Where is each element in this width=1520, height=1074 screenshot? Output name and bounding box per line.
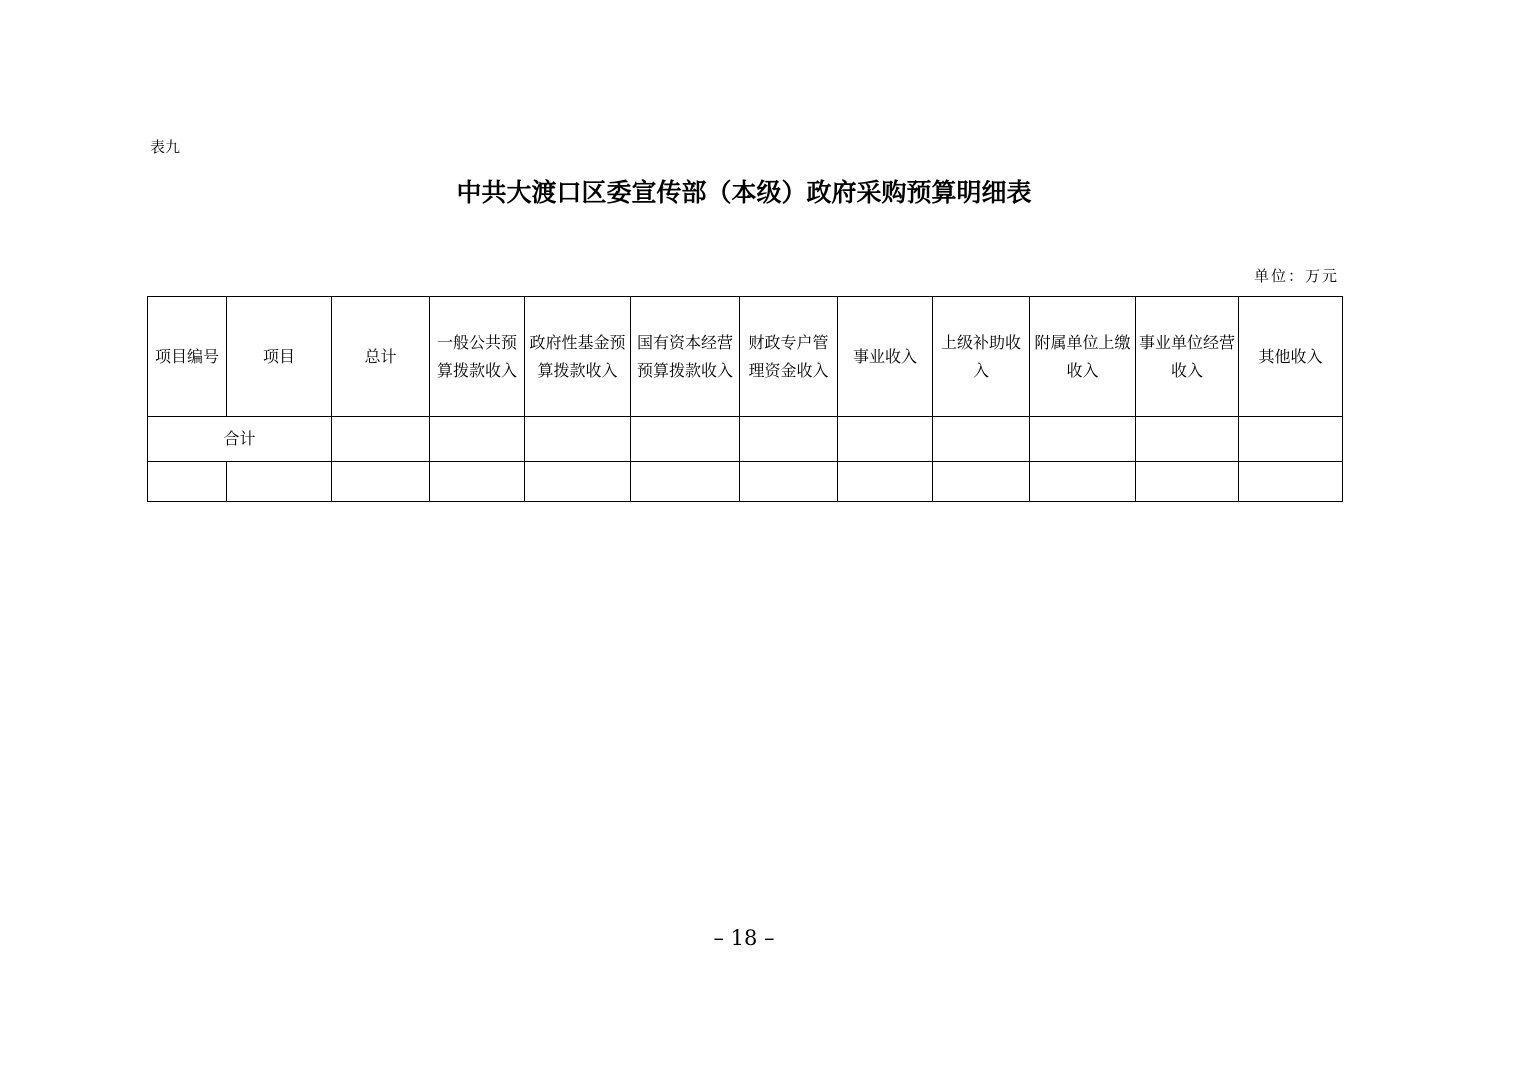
table-cell (1030, 462, 1136, 502)
table-label: 表九 (150, 138, 181, 156)
table-cell (525, 417, 631, 462)
column-header-general-public-budget: 一般公共预算拨款收入 (430, 297, 525, 417)
table-total-row (148, 417, 1343, 462)
page-title: 中共大渡口区委宣传部（本级）政府采购预算明细表 (456, 178, 1032, 207)
table-cell (1136, 417, 1239, 462)
table-cell (332, 417, 430, 462)
column-header-other-income: 其他收入 (1239, 297, 1343, 417)
table-cell (1239, 417, 1343, 462)
column-header-superior-subsidy: 上级补助收入 (933, 297, 1030, 417)
table-cell (740, 417, 838, 462)
table-cell (933, 417, 1030, 462)
table-cell (148, 462, 227, 502)
column-header-institution-operating-income: 事业单位经营收入 (1136, 297, 1239, 417)
column-header-fiscal-special-account: 财政专户管理资金收入 (740, 297, 838, 417)
column-header-item-code: 项目编号 (148, 297, 227, 417)
table-cell (1136, 462, 1239, 502)
page-number: – 18 – (713, 926, 775, 950)
table-cell (631, 417, 740, 462)
table-cell (227, 462, 332, 502)
table-cell (1030, 417, 1136, 462)
table-cell (332, 462, 430, 502)
column-header-affiliated-unit-remittance: 附属单位上缴收入 (1030, 297, 1136, 417)
column-header-business-income: 事业收入 (838, 297, 933, 417)
table-row (148, 462, 1343, 502)
table-cell (838, 462, 933, 502)
procurement-budget-table (147, 296, 1343, 502)
table-cell (631, 462, 740, 502)
total-label: 合计 (148, 417, 332, 462)
unit-label: 单位：万元 (1253, 267, 1339, 285)
column-header-total: 总计 (332, 297, 430, 417)
table-header-row (148, 297, 1343, 417)
table-cell (838, 417, 933, 462)
table-cell (525, 462, 631, 502)
table-cell (933, 462, 1030, 502)
table-cell (1239, 462, 1343, 502)
table-cell (430, 462, 525, 502)
column-header-government-fund-budget: 政府性基金预算拨款收入 (525, 297, 631, 417)
column-header-state-capital-budget: 国有资本经营预算拨款收入 (631, 297, 740, 417)
table-cell (740, 462, 838, 502)
table-cell (430, 417, 525, 462)
column-header-item: 项目 (227, 297, 332, 417)
